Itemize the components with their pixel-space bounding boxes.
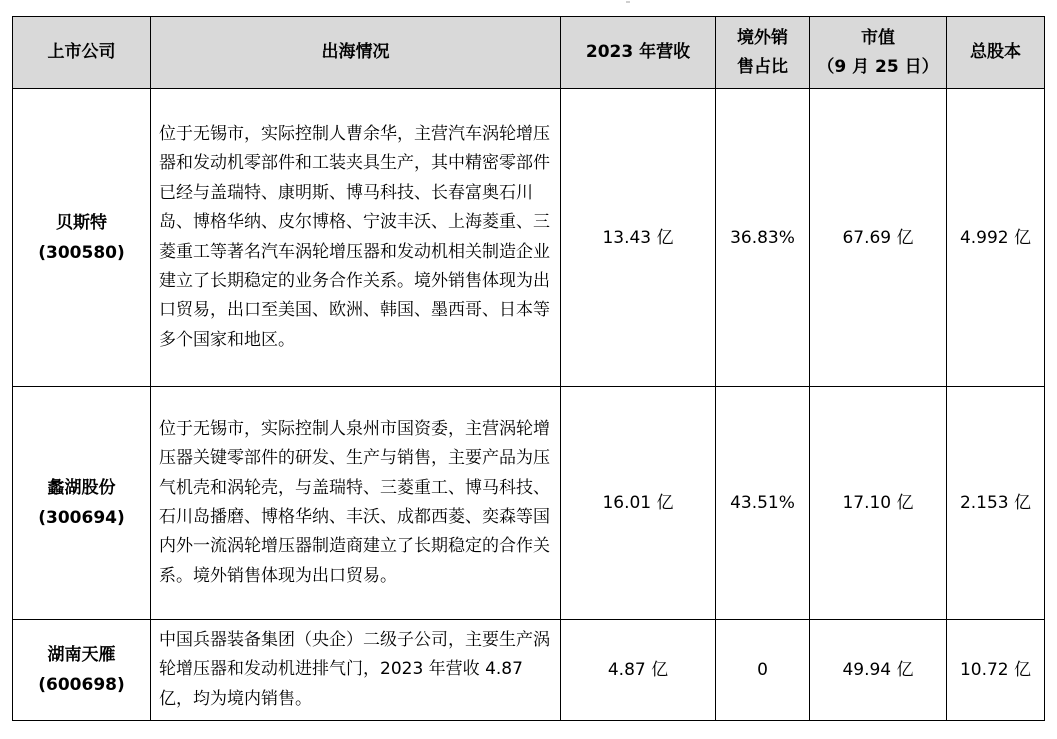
company-name: 湖南天雁 [47, 645, 116, 665]
header-total-shares: 总股本 [947, 17, 1045, 89]
revenue-cell: 4.87 亿 [561, 620, 716, 721]
company-code: (300580) [38, 242, 125, 263]
header-row [13, 17, 1045, 89]
total-shares-cell: 10.72 亿 [947, 620, 1045, 721]
revenue-cell: 16.01 亿 [561, 387, 716, 620]
company-name: 蠡湖股份 [47, 478, 116, 498]
overseas-ratio-cell: 0 [716, 620, 810, 721]
overseas-ratio-cell: 43.51% [716, 387, 810, 620]
header-overseas-ratio: 境外销 售占比 [716, 17, 810, 89]
market-cap-cell: 17.10 亿 [810, 387, 947, 620]
header-company: 上市公司 [13, 17, 151, 89]
table-row [13, 387, 1045, 620]
market-cap-cell: 67.69 亿 [810, 89, 947, 387]
total-shares-cell: 4.992 亿 [947, 89, 1045, 387]
overseas-description: 位于无锡市，实际控制人曹余华，主营汽车涡轮增压器和发动机零部件和工装夹具生产，其中精密零部件已经与盖瑞特、康明斯、博马科技、长春富奥石川岛、博格华纳、皮尔博格、宁波丰沃、上海菱重、三菱重工等著名汽车涡轮增压器和发动机相关制造企业建立了长期稳定的业务合作关系。境外销售体现为出口贸易，出口至美国、欧洲、韩国、墨西哥、日本等多个国家和地区。 [151, 89, 561, 387]
total-shares-cell: 2.153 亿 [947, 387, 1045, 620]
table-row [13, 620, 1045, 721]
header-market-cap: 市值 （9 月 25 日） [810, 17, 947, 89]
table-row [13, 89, 1045, 387]
company-cell [13, 387, 151, 620]
company-name: 贝斯特 [56, 212, 107, 233]
overseas-description: 中国兵器装备集团（央企）二级子公司，主要生产涡轮增压器和发动机进排气门，2023 年营收 4.87 亿，均为境内销售。 [151, 620, 561, 721]
company-cell [13, 89, 151, 387]
overseas-ratio-cell: 36.83% [716, 89, 810, 387]
company-cell [13, 620, 151, 721]
overseas-description: 位于无锡市，实际控制人泉州市国资委，主营涡轮增压器关键零部件的研发、生产与销售，主要产品为压气机壳和涡轮壳，与盖瑞特、三菱重工、博马科技、石川岛播磨、博格华纳、丰沃、成都西菱、奕森等国内外一流涡轮增压器制造商建立了长期稳定的合作关系。境外销售体现为出口贸易。 [151, 387, 561, 620]
market-cap-cell: 49.94 亿 [810, 620, 947, 721]
header-overseas: 出海情况 [151, 17, 561, 89]
company-code: (600698) [38, 675, 125, 695]
overseas-companies-table [12, 16, 1045, 721]
company-code: (300694) [38, 508, 125, 528]
top-edge-mark [626, 1, 630, 3]
header-revenue: 2023 年营收 [561, 17, 716, 89]
revenue-cell: 13.43 亿 [561, 89, 716, 387]
